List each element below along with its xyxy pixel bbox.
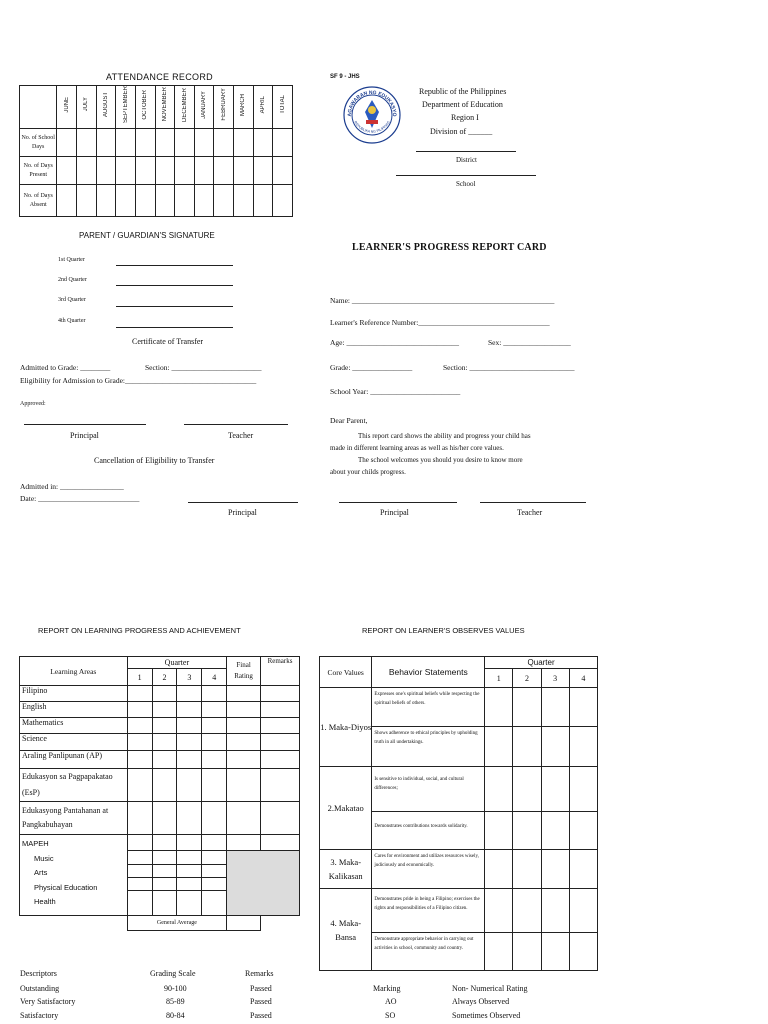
quarter-number: 1 <box>127 669 152 686</box>
table-row <box>20 751 300 769</box>
transfer-date: Date: ___________________________ <box>20 494 140 503</box>
table-row <box>20 835 300 851</box>
approved-label: Approved: <box>20 401 46 407</box>
table-row <box>20 718 300 734</box>
subject-name: Mathematics <box>20 718 128 734</box>
quarter-number: 2 <box>152 669 177 686</box>
attendance-row-label: No. of Days Present <box>20 157 57 185</box>
behavior-statement: Is sensitive to individual, social, and cultural differences; <box>372 767 485 812</box>
learning-title: REPORT ON LEARNING PROGRESS AND ACHIEVEMENT <box>38 626 241 635</box>
signature-title: PARENT / GUARDIAN'S SIGNATURE <box>79 231 215 240</box>
cancel-title: Cancellation of Eligibility to Transfer <box>94 456 215 465</box>
values-title: REPORT ON LEARNER'S OBSERVES VALUES <box>362 626 525 635</box>
grading-remark: Passed <box>250 1011 272 1020</box>
principal-line <box>24 424 146 425</box>
marking-code: AO <box>385 997 397 1006</box>
signature-line <box>116 285 233 286</box>
month-header: APRIL <box>260 95 266 114</box>
marking-rating: Sometimes Observed <box>452 1011 521 1020</box>
letter-p2b: about your childs progress. <box>330 468 406 476</box>
subject-name: Science <box>20 734 128 751</box>
table-row <box>20 702 300 718</box>
rc-principal-label: Principal <box>380 508 409 517</box>
quarter-number: 3 <box>541 669 569 688</box>
col-grading-remarks: Remarks <box>245 969 274 978</box>
signature-line <box>116 327 233 328</box>
table-row <box>20 734 300 751</box>
subject-name: Edukasyong Pantahanan at Pangkabuhayan <box>20 802 128 835</box>
col-learning-areas: Learning Areas <box>20 657 128 686</box>
month-header: OCTOBER <box>142 89 149 120</box>
principal-label: Principal <box>70 431 99 440</box>
rc-teacher-label: Teacher <box>517 508 543 517</box>
quarter-label: 1st Quarter <box>58 257 85 263</box>
quarter-number: 2 <box>513 669 541 688</box>
month-header: TOTAL <box>279 95 286 114</box>
behavior-statement: Shows adherence to ethical principles by upholding truth in all undertakings. <box>372 727 485 767</box>
month-header: JANUARY <box>201 90 208 119</box>
subject-name: English <box>20 702 128 718</box>
header-line1: Republic of the Philippines <box>419 87 507 96</box>
behavior-statement: Expresses one's spiritual beliefs while respecting the spiritual beliefs of others. <box>372 688 485 727</box>
grading-remark: Passed <box>250 997 272 1006</box>
quarter-number: 4 <box>202 669 227 686</box>
month-header: JUNE <box>63 96 70 113</box>
quarter-label: 4th Quarter <box>58 318 86 324</box>
rc-teacher-line <box>480 502 586 503</box>
table-row <box>20 769 300 802</box>
table-row <box>20 686 300 702</box>
svg-text:KAGAWARAN NG EDUKASYON: AGAWARAN NG EDUKASYO <box>346 89 398 117</box>
marking-rating: Always Observed <box>452 997 510 1006</box>
grade-field: Grade: ________________ <box>330 363 413 372</box>
school-label: School <box>456 180 476 188</box>
behavior-statement: Demonstrates pride in being a Filipino; exercises the rights and responsibilities of a Filipino citizen. <box>372 889 485 933</box>
section-field: Section: ____________________________ <box>443 363 575 372</box>
transfer-title: Certificate of Transfer <box>132 337 204 346</box>
behavior-statement: Demonstrate appropriate behavior in carrying out activities in school, community and country. <box>372 933 485 971</box>
mapeh-item: Physical Education <box>34 882 98 892</box>
mapeh-item: Music <box>34 853 54 863</box>
school-line <box>396 175 536 176</box>
core-value-name: 1. Maka-Diyos <box>320 688 372 767</box>
table-row <box>320 889 598 933</box>
core-value-name: 4. Maka-Bansa <box>320 889 372 971</box>
letter-p2a: The school welcomes you should you desire to know more <box>358 456 523 464</box>
attendance-row <box>20 185 293 217</box>
quarter-number: 3 <box>177 669 202 686</box>
month-header: AUGUST <box>103 92 109 118</box>
admitted-grade: Admitted to Grade: ________ <box>20 363 111 372</box>
marking-code: SO <box>385 1011 396 1020</box>
descriptor: Very Satisfactory <box>20 997 76 1006</box>
month-header: SEPTEMBER <box>122 86 129 124</box>
lrn-field: Learner's Reference Number:___________________________________ <box>330 318 550 327</box>
table-row <box>320 767 598 812</box>
month-header: FEBRUARY <box>220 88 227 121</box>
quarter-number: 4 <box>569 669 597 688</box>
school-year-field: School Year: ________________________ <box>330 387 461 396</box>
attendance-row-label: No. of Days Absent <box>20 185 57 217</box>
col-remarks: Remarks <box>261 657 300 686</box>
report-card-title: LEARNER'S PROGRESS REPORT CARD <box>352 242 547 253</box>
deped-seal-icon <box>343 86 401 144</box>
col-core-values: Core Values <box>320 657 372 688</box>
signature-line <box>116 265 233 266</box>
form-code: SF 9 - JHS <box>330 74 360 80</box>
mapeh-item: Health <box>34 897 56 906</box>
quarter-number: 1 <box>485 669 513 688</box>
header-line4: Division of ______ <box>430 127 493 136</box>
behavior-statement: Demonstrates contributions towards solidarity. <box>372 812 485 850</box>
attendance-title: ATTENDANCE RECORD <box>106 72 213 82</box>
month-header: DECEMBER <box>181 87 188 122</box>
table-row <box>320 850 598 889</box>
grading-scale: 90-100 <box>164 984 187 993</box>
quarter-label: 2nd Quarter <box>58 277 87 283</box>
attendance-table <box>19 85 293 217</box>
letter-p1a: This report card shows the ability and progress your child has <box>358 432 531 440</box>
grading-scale: 85-89 <box>166 997 185 1006</box>
col-values-quarter: Quarter <box>485 657 598 669</box>
col-descriptors: Descriptors <box>20 969 57 978</box>
month-header: NOVEMBER <box>161 87 168 122</box>
grading-scale: 80-84 <box>166 1011 185 1020</box>
attendance-row-label: No. of School Days <box>20 129 57 157</box>
attendance-row <box>20 129 293 157</box>
descriptor: Satisfactory <box>20 1011 59 1020</box>
behavior-statement: Cares for environment and utilizes resources wisely, judiciously and economically. <box>372 850 485 889</box>
signature-line <box>116 306 233 307</box>
col-final-rating: Final Rating <box>227 657 261 686</box>
principal2-line <box>188 502 298 503</box>
subject-name: Edukasyon sa Pagpapakatao (EsP) <box>20 769 128 802</box>
descriptor: Outstanding <box>20 984 60 993</box>
month-header: JULY <box>83 97 90 112</box>
eligibility: Eligibility for Admission to Grade:___________________________________ <box>20 376 257 385</box>
shaded-cell <box>227 851 300 916</box>
rc-principal-line <box>339 502 457 503</box>
principal2-label: Principal <box>228 508 257 517</box>
attendance-row <box>20 157 293 185</box>
col-grading-scale: Grading Scale <box>150 969 196 978</box>
core-value-name: 2.Makatao <box>320 767 372 850</box>
header-line2: Department of Education <box>422 100 503 109</box>
name-field: Name: ______________________________________________________ <box>330 296 555 305</box>
col-behavior: Behavior Statements <box>372 657 485 688</box>
subject-name: Araling Panlipunan (AP) <box>20 751 128 769</box>
teacher-label: Teacher <box>228 431 254 440</box>
table-row <box>320 688 598 727</box>
subject-name: Filipino <box>20 686 128 702</box>
quarter-label: 3rd Quarter <box>58 297 86 303</box>
col-quarter: Quarter <box>127 657 227 669</box>
learning-table <box>19 656 300 931</box>
col-marking: Marking <box>373 984 401 993</box>
district-label: District <box>456 156 477 164</box>
col-nonnumerical: Non- Numerical Rating <box>452 984 528 993</box>
table-row <box>20 802 300 835</box>
general-average-label: General Average <box>127 916 227 931</box>
admitted-in: Admitted in: _________________ <box>20 482 124 491</box>
sex-field: Sex: __________________ <box>488 338 571 347</box>
teacher-line <box>184 424 288 425</box>
values-table <box>319 656 598 971</box>
dear-parent: Dear Parent, <box>330 416 368 425</box>
mapeh-label: MAPEH <box>22 839 49 848</box>
mapeh-item: Arts <box>34 868 48 877</box>
district-line <box>416 151 516 152</box>
header-line3: Region I <box>451 113 479 122</box>
month-header: MARCH <box>240 93 247 116</box>
transfer-section: Section: ________________________ <box>145 363 262 372</box>
letter-p1b: made in different learning areas as well as his/her core values. <box>330 444 504 452</box>
core-value-name: 3. Maka-Kalikasan <box>320 850 372 889</box>
grading-remark: Passed <box>250 984 272 993</box>
age-field: Age: ______________________________ <box>330 338 459 347</box>
svg-text:REPUBLIKA NG PILIPINAS: REPUBLIKA NG PILIPINAS <box>353 120 391 134</box>
